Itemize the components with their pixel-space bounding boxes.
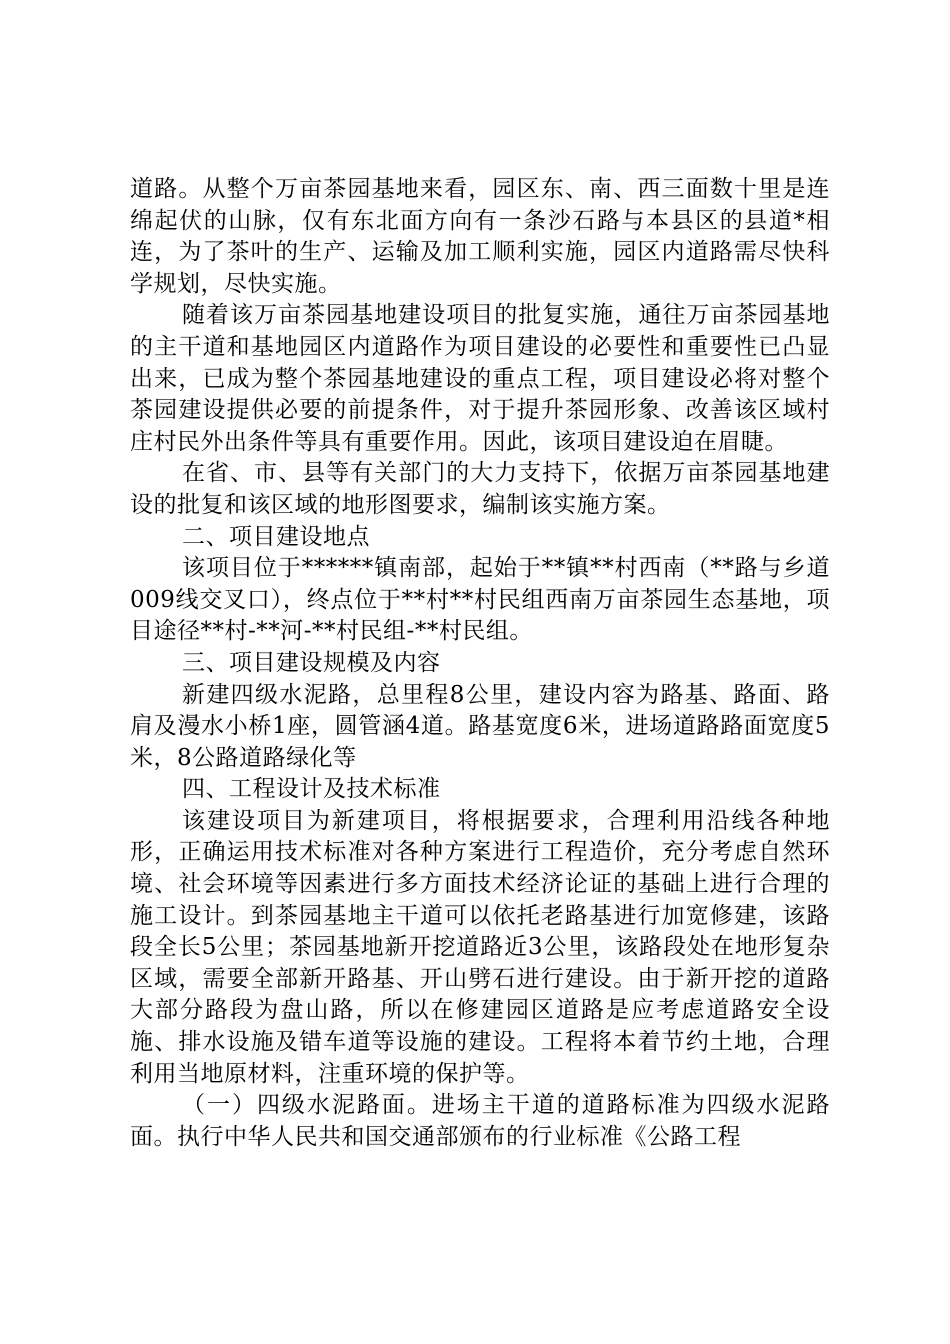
paragraph-road-continuation: 道路。从整个万亩茶园基地来看，园区东、南、西三面数十里是连绵起伏的山脉，仅有东北面方向有一条沙石路与本县区的县道*相连，为了茶叶的生产、运输及加工顺利实施，园区内道路需尽快科学规划，尽快实施。 [130,176,830,297]
paragraph-scale: 新建四级水泥路，总里程8公里，建设内容为路基、路面、路肩及漫水小桥1座，圆管涵4道。路基宽度6米，进场道路路面宽度5米，8公路道路绿化等 [130,681,830,771]
paragraph-subsection-cement-road: （一）四级水泥路面。进场主干道的道路标准为四级水泥路面。执行中华人民共和国交通部颁布的行业标准《公路工程 [130,1092,830,1150]
section-heading-location: 二、项目建设地点 [182,523,370,550]
section-heading-scale: 三、项目建设规模及内容 [182,649,441,676]
document-body [130,174,830,1153]
paragraph-support-basis: 在省、市、县等有关部门的大力支持下，依据万亩茶园基地建设的批复和该区域的地形图要求，编制该实施方案。 [130,460,830,518]
section-heading-design: 四、工程设计及技术标准 [182,776,441,803]
paragraph-design: 该建设项目为新建项目，将根据要求，合理利用沿线各种地形，正确运用技术标准对各种方案进行工程造价，充分考虑自然环境、社会环境等因素进行多方面技术经济论证的基础上进行合理的施工设计。到茶园基地主干道可以依托老路基进行加宽修建，该路段全长5公里；茶园基地新开挖道路近3公里，该路段处在地形复杂区域，需要全部新开路基、开山劈石进行建设。由于新开挖的道路大部分路段为盘山路，所以在修建园区道路是应考虑道路安全设施、排水设施及错车道等设施的建设。工程将本着节约土地，合理利用当地原材料，注重环境的保护等。 [130,807,830,1087]
paragraph-project-necessity: 随着该万亩茶园基地建设项目的批复实施，通往万亩茶园基地的主干道和基地园区内道路作为项目建设的必要性和重要性已凸显出来，已成为整个茶园基地建设的重点工程，项目建设必将对整个茶园建设提供必要的前提条件，对于提升茶园形象、改善该区域村庄村民外出条件等具有重要作用。因此，该项目建设迫在眉睫。 [130,302,830,455]
paragraph-location: 该项目位于******镇南部，起始于**镇**村西南（**路与乡道009线交叉口），终点位于**村**村民组西南万亩茶园生态基地，项目途径**村-**河-**村民组-**村民组。 [130,555,830,645]
